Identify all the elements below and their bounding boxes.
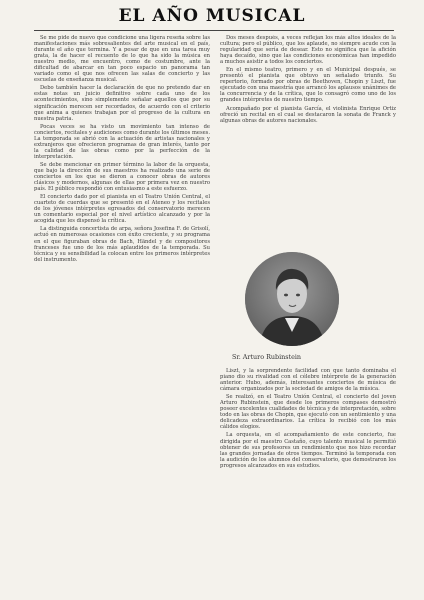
paragraph: Dos meses después, a veces reflejan los más altos ideales de la cultura; pero el público, que los aplaude, no siempre acude con la regularidad que sería de desear. Esto no significa que la afición haya decaído, sino que las condiciones económicas han impedido a muchos asistir a todos los conciertos. (220, 35, 396, 66)
paragraph: La distinguida concertista de arpa, señora Josefina F. de Grisolí, actuó en numerosas ocasiones con éxito creciente, y su programa en el que figuraban obras de Bach, Händel y de compositores franceses fue uno de los más aplaudidos de la temporada. Su técnica y su sensibilidad la colocan entre los primeros intérpretes del instrumento. (34, 226, 210, 263)
paragraph: Se realizó, en el Teatro Unión Central, el concierto del joven Arturo Rubinstein, que desde los primeros compases demostró poseer excelentes cualidades de técnica y de interpretación, sobre todo en las obras de Chopin, que ejecutó con un sentimiento y una delicadeza extraordinarios. La crítica lo recibió con los más cálidos elogios. (220, 394, 396, 431)
paragraph: Se debe mencionar en primer término la labor de la orquesta, que bajo la dirección de sus maestros ha realizado una serie de conciertos en los que se dieron a conocer obras de autores clásicos y modernos, algunas de ellas por primera vez en nuestro país. El público respondió con entusiasmo a este esfuerzo. (34, 161, 210, 193)
paragraph: Acompañado por el pianista García, el violinista Enrique Ortiz ofreció un recital en el cual se destacaron la sonata de Franck y algunas obras de autores nacionales. (220, 105, 396, 124)
paragraph: Liszt, y la sorprendente facilidad con que tanto dominaba el piano dio su rivalidad con el célebre intérprete de la generación anterior. Hubo, además, interesantes conciertos de música de cámara organizados por la sociedad de amigos de la música. (220, 368, 396, 393)
paragraph: La orquesta, en el acompañamiento de este concierto, fue dirigida por el maestro Castaño, cuyo talento musical le permitió obtener de sus profesores un rendimiento que nos hizo recordar las grandes jornadas de otros tiempos. Terminó la temporada con la audición de los alumnos del conservatorio, que demostraron los progresos alcanzados en sus estudios. (220, 432, 396, 469)
right-column-bottom (220, 368, 396, 592)
paragraph: Debo también hacer la declaración de que no pretendo dar en estas notas un juicio definitivo sobre cada uno de los acontecimientos, sino simplemente señalar aquellos que por su significación merecen ser recordados, de acuerdo con el criterio que anima a quienes trabajan por el progreso de la cultura en nuestra patria. (34, 85, 210, 122)
left-column (34, 35, 210, 591)
article-title: EL AÑO MUSICAL (118, 6, 306, 26)
paragraph: Se me pide de nuevo que condicione una ligera reseña sobre las manifestaciones más sobresalientes del arte musical en el país, durante el año que termina. Y a pesar de que en una tarea muy grata, la de hacer el recuento de lo que ha sido la música en nuestro medio, me encuentro, como de costumbre, ante la dificultad de abarcar en tan poco espacio un panorama tan variado como el que nos ofrecen las salas de concierto y las escuelas de enseñanza musical. (34, 35, 210, 84)
portrait-caption: Sr. Arturo Rubinstein (232, 353, 302, 361)
portrait-illustration (245, 252, 339, 346)
title-rule (34, 30, 394, 31)
paragraph: El concierto dado por el pianista en el Teatro Unión Central, el cuarteto de cuerdas que se presentó en el Ateneo y los recitales de los jóvenes intérpretes egresados del conservatorio merecen un comentario especial por el nivel artístico alcanzado y por la acogida que les dispensó la crítica. (34, 194, 210, 225)
portrait-photo (245, 252, 339, 346)
paragraph: En el mismo teatro, primero y en el Municipal después, se presentó el pianista que obtuvo un señalado triunfo. Su repertorio, formado por obras de Beethoven, Chopin y Liszt, fue ejecutado con una maestría que arrancó los aplausos unánimes de la concurrencia y de la crítica, que lo consagró como uno de los grandes intérpretes de nuestro tiempo. (220, 67, 396, 104)
paragraph: Pocas veces se ha visto un movimiento tan intenso de conciertos, recitales y audiciones como durante los últimos meses. La temporada se abrió con la actuación de artistas nacionales y extranjeros que ofrecieron programas de gran interés, tanto por la calidad de las obras como por la perfección de la interpretación. (34, 123, 210, 160)
right-column-top (220, 35, 396, 247)
